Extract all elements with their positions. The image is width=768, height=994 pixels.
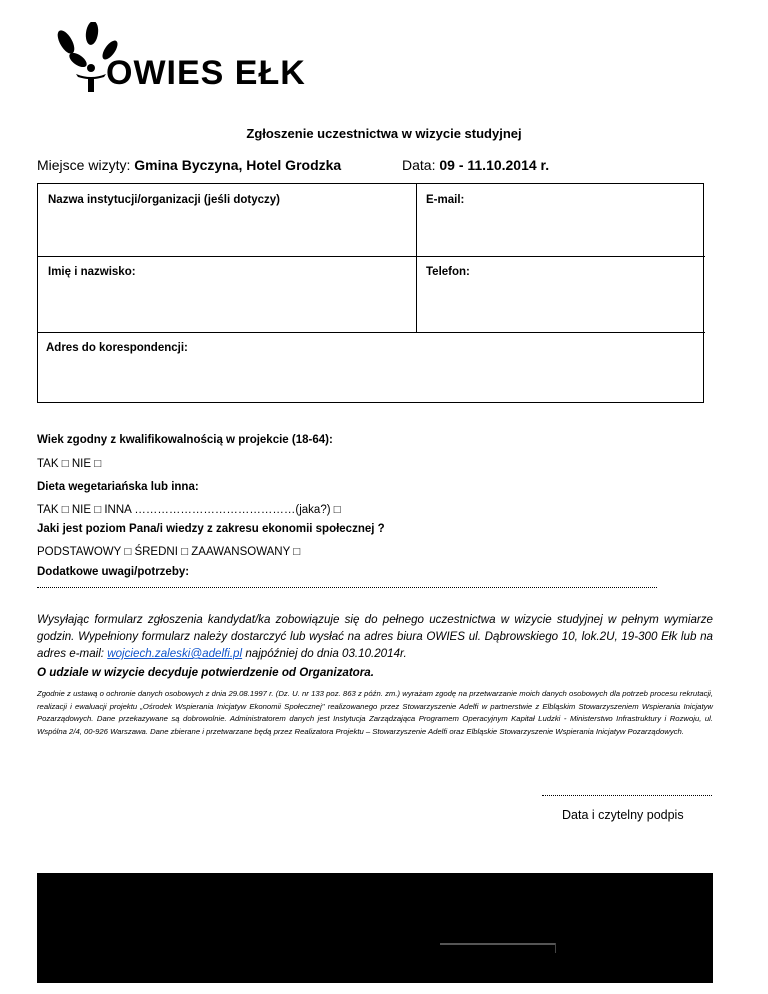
phone-field[interactable] bbox=[416, 256, 705, 332]
footer-line-tick bbox=[555, 943, 556, 953]
date-value: 09 - 11.10.2014 r. bbox=[439, 157, 550, 173]
notes-question: Dodatkowe uwagi/potrzeby: bbox=[37, 566, 190, 578]
page-title: Zgłoszenie uczestnictwa w wizycie studyjnej bbox=[246, 126, 522, 141]
logo-text: OWIES EŁK bbox=[106, 54, 306, 92]
contact-email-link[interactable]: wojciech.zaleski@adelfi.pl bbox=[107, 647, 243, 660]
data-consent-text: Zgodnie z ustawą o ochronie danych osobowych z dnia 29.08.1997 r. (Dz. U. nr 133 poz. 863 z późn. zm.) wyrażam zgodę na przetwarzanie moich danych osobowych dla potrzeb procesu rekrutacji, realizacji i ewaluacji projektu „Ośrodek Wspierania Inicjatyw Ekonomii Społecznej" realizowanego przez Stowarzyszenie Adelfi w partnerstwie z Elbląskim Stowarzyszeniem Wspierania Inicjatyw Pozarządowych. Dane przekazywane są dobrowolnie. Administratorem danych jest Instytucja Zarządzająca Programem Operacyjnym Kapitał Ludzki - Ministerstwo Infrastruktury i Rozwoju, ul. Wspólna 2/4, 00-926 Warszawa. Dane zbierane i przetwarzane będą przez Realizatora Projektu – Stowarzyszenie Adelfi oraz Elbląskie Stowarzyszenie Wspierania Inicjatyw Pozarządowych. bbox=[37, 689, 713, 736]
diet-question: Dieta wegetariańska lub inna: bbox=[37, 481, 199, 493]
date-label: Data: bbox=[402, 157, 436, 173]
phone-label: Telefon: bbox=[426, 266, 470, 278]
instructions-part1: Wysyłając formularz zgłoszenia kandydat/ka zobowiązuje się do pełnego uczestnictwa w wizycie studyjnej w pełnym wymiarze godzin. Wypełniony formularz należy dostarczyć lub wysłać na adres biura OWIES ul. Dąbrowskiego 10, lok.2U, 19-300 Ełk lub na adres e-mail: bbox=[37, 613, 713, 660]
visit-date bbox=[402, 157, 549, 173]
submission-instructions bbox=[37, 611, 713, 662]
institution-field[interactable] bbox=[38, 184, 416, 256]
address-field[interactable] bbox=[38, 332, 705, 404]
footer-black-block bbox=[37, 873, 713, 983]
footer-line bbox=[440, 943, 556, 945]
address-label: Adres do korespondencji: bbox=[46, 342, 188, 354]
email-label: E-mail: bbox=[426, 194, 465, 206]
knowledge-options[interactable]: PODSTAWOWY □ ŚREDNI □ ZAAWANSOWANY □ bbox=[37, 546, 301, 558]
decision-note: O udziale w wizycie decyduje potwierdzenie od Organizatora. bbox=[37, 666, 374, 679]
notes-dotted-line[interactable] bbox=[37, 587, 657, 592]
signature-line[interactable] bbox=[542, 795, 712, 796]
name-field[interactable] bbox=[38, 256, 416, 332]
diet-options[interactable]: TAK □ NIE □ INNA ……………………………………(jaka?) □ bbox=[37, 504, 341, 516]
email-field[interactable] bbox=[416, 184, 705, 256]
age-question: Wiek zgodny z kwalifikowalnością w projekcie (18-64): bbox=[37, 434, 333, 446]
place-label: Miejsce wizyty: bbox=[37, 157, 131, 173]
visit-place bbox=[37, 157, 341, 173]
signature-label: Data i czytelny podpis bbox=[562, 808, 684, 822]
name-label: Imię i nazwisko: bbox=[48, 266, 136, 278]
registration-form-table bbox=[37, 183, 704, 403]
knowledge-question: Jaki jest poziom Pana/i wiedzy z zakresu ekonomii społecznej ? bbox=[37, 523, 385, 535]
age-options[interactable]: TAK □ NIE □ bbox=[37, 458, 102, 470]
instructions-part2: najpóźniej do dnia 03.10.2014r. bbox=[242, 647, 407, 660]
institution-label: Nazwa instytucji/organizacji (jeśli dotyczy) bbox=[48, 194, 280, 206]
place-value: Gmina Byczyna, Hotel Grodzka bbox=[134, 157, 342, 173]
